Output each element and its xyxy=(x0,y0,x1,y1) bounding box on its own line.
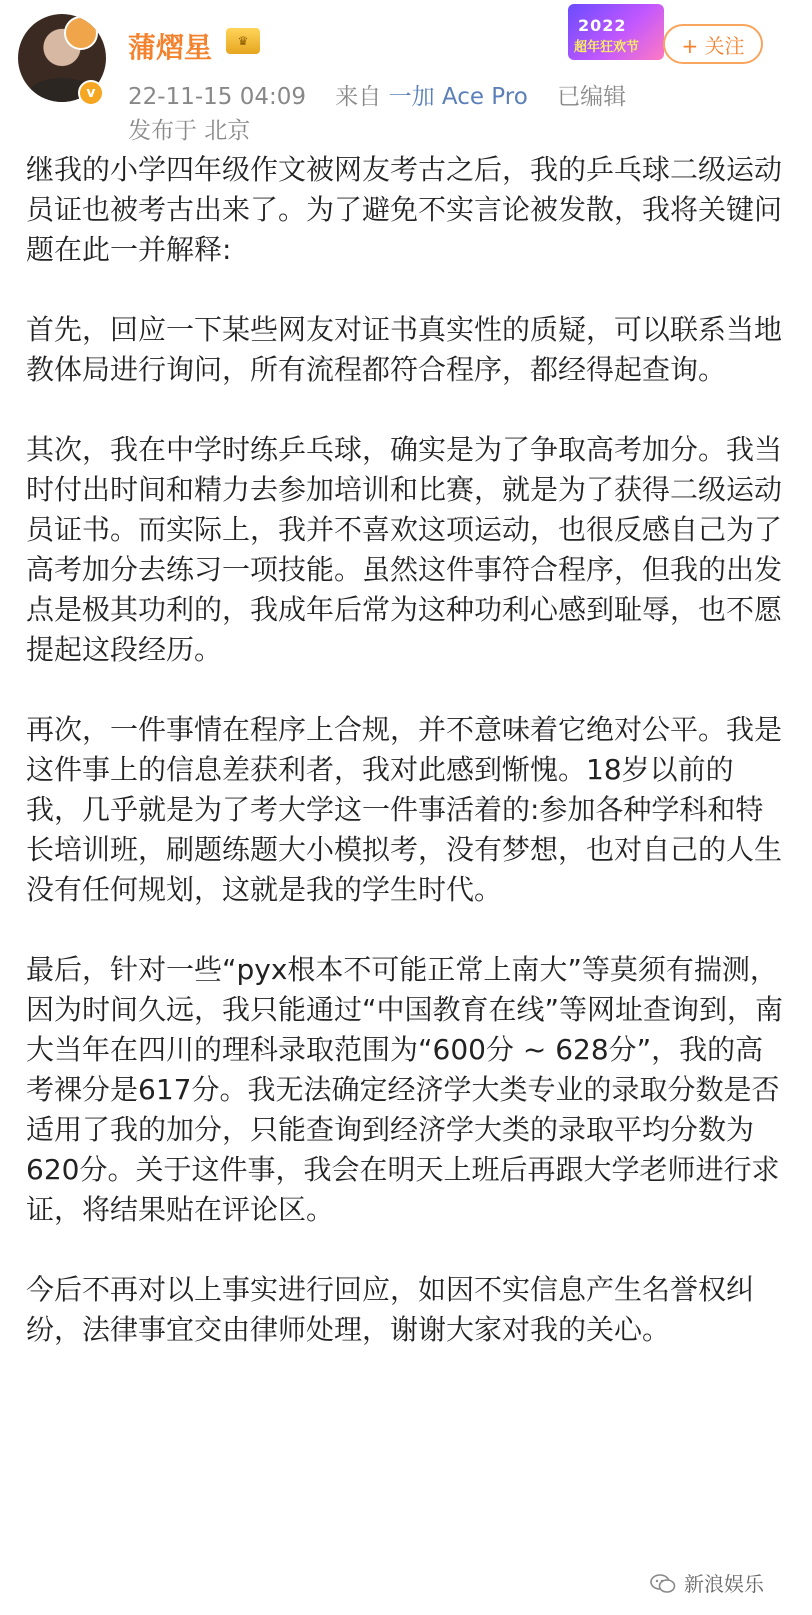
source-prefix: 来自 xyxy=(335,84,382,110)
post-date: 22-11-15 04:09 xyxy=(128,84,306,110)
event-badge[interactable] xyxy=(568,4,664,60)
post-paragraph: 继我的小学四年级作文被网友考古之后，我的乒乓球二级运动员证也被考古出来了。为了避免不实言论被发散，我将关键问题在此一并解释: xyxy=(26,153,783,266)
edited-label: 已编辑 xyxy=(557,84,627,110)
crown-icon: ♛ xyxy=(226,28,260,54)
device-link[interactable]: 一加 Ace Pro xyxy=(388,84,528,110)
post-meta xyxy=(128,78,626,111)
post-location: 发布于 北京 xyxy=(128,118,251,144)
follow-button[interactable]: + 关注 xyxy=(663,24,763,64)
post-paragraph: 其次，我在中学时练乒乓球，确实是为了争取高考加分。我当时付出时间和精力去参加培训和比赛，就是为了获得二级运动员证书。而实际上，我并不喜欢这项运动，也很反感自己为了高考加分去练习一项技能。虽然这件事符合程序，但我的出发点是极其功利的，我成年后常为这种功利心感到耻辱，也不愿提起这段经历。 xyxy=(26,433,783,666)
wechat-icon xyxy=(650,1574,676,1594)
post-paragraph: 首先，回应一下某些网友对证书真实性的质疑，可以联系当地教体局进行询问，所有流程都符合程序，都经得起查询。 xyxy=(26,313,783,386)
watermark xyxy=(650,1568,764,1597)
post-paragraph: 再次，一件事情在程序上合规，并不意味着它绝对公平。我是这件事上的信息差获利者，我对此感到惭愧。18岁以前的我，几乎就是为了考大学这一件事活着的:参加各种学科和特长培训班，刷题练题大小模拟考，没有梦想，也对自己的人生没有任何规划，这就是我的学生时代。 xyxy=(26,713,783,906)
post-paragraph: 最后，针对一些“pyx根本不可能正常上南大”等莫须有揣测，因为时间久远，我只能通过“中国教育在线”等网址查询到，南大当年在四川的理科录取范围为“600分 ~ 628分”，我的高考裸分是617分。我无法确定经济学大类专业的录取分数是否适用了我的加分，只能查询到经济学大类的录取平均分数为620分。关于这件事，我会在明天上班后再跟大学老师进行求证，将结果贴在评论区。 xyxy=(26,953,784,1226)
event-year: 2022 xyxy=(578,16,627,35)
post-header xyxy=(0,0,812,144)
verified-badge-icon: v xyxy=(78,80,104,106)
username[interactable]: 蒲熠星 xyxy=(128,31,213,64)
post-body xyxy=(26,150,786,1390)
post-paragraph: 今后不再对以上事实进行回应，如因不实信息产生名誉权纠纷，法律事宜交由律师处理，谢谢大家对我的关心。 xyxy=(26,1273,755,1346)
event-name: 超年狂欢节 xyxy=(574,40,640,55)
tiger-mascot-icon xyxy=(64,16,98,50)
watermark-text: 新浪娱乐 xyxy=(684,1572,764,1596)
